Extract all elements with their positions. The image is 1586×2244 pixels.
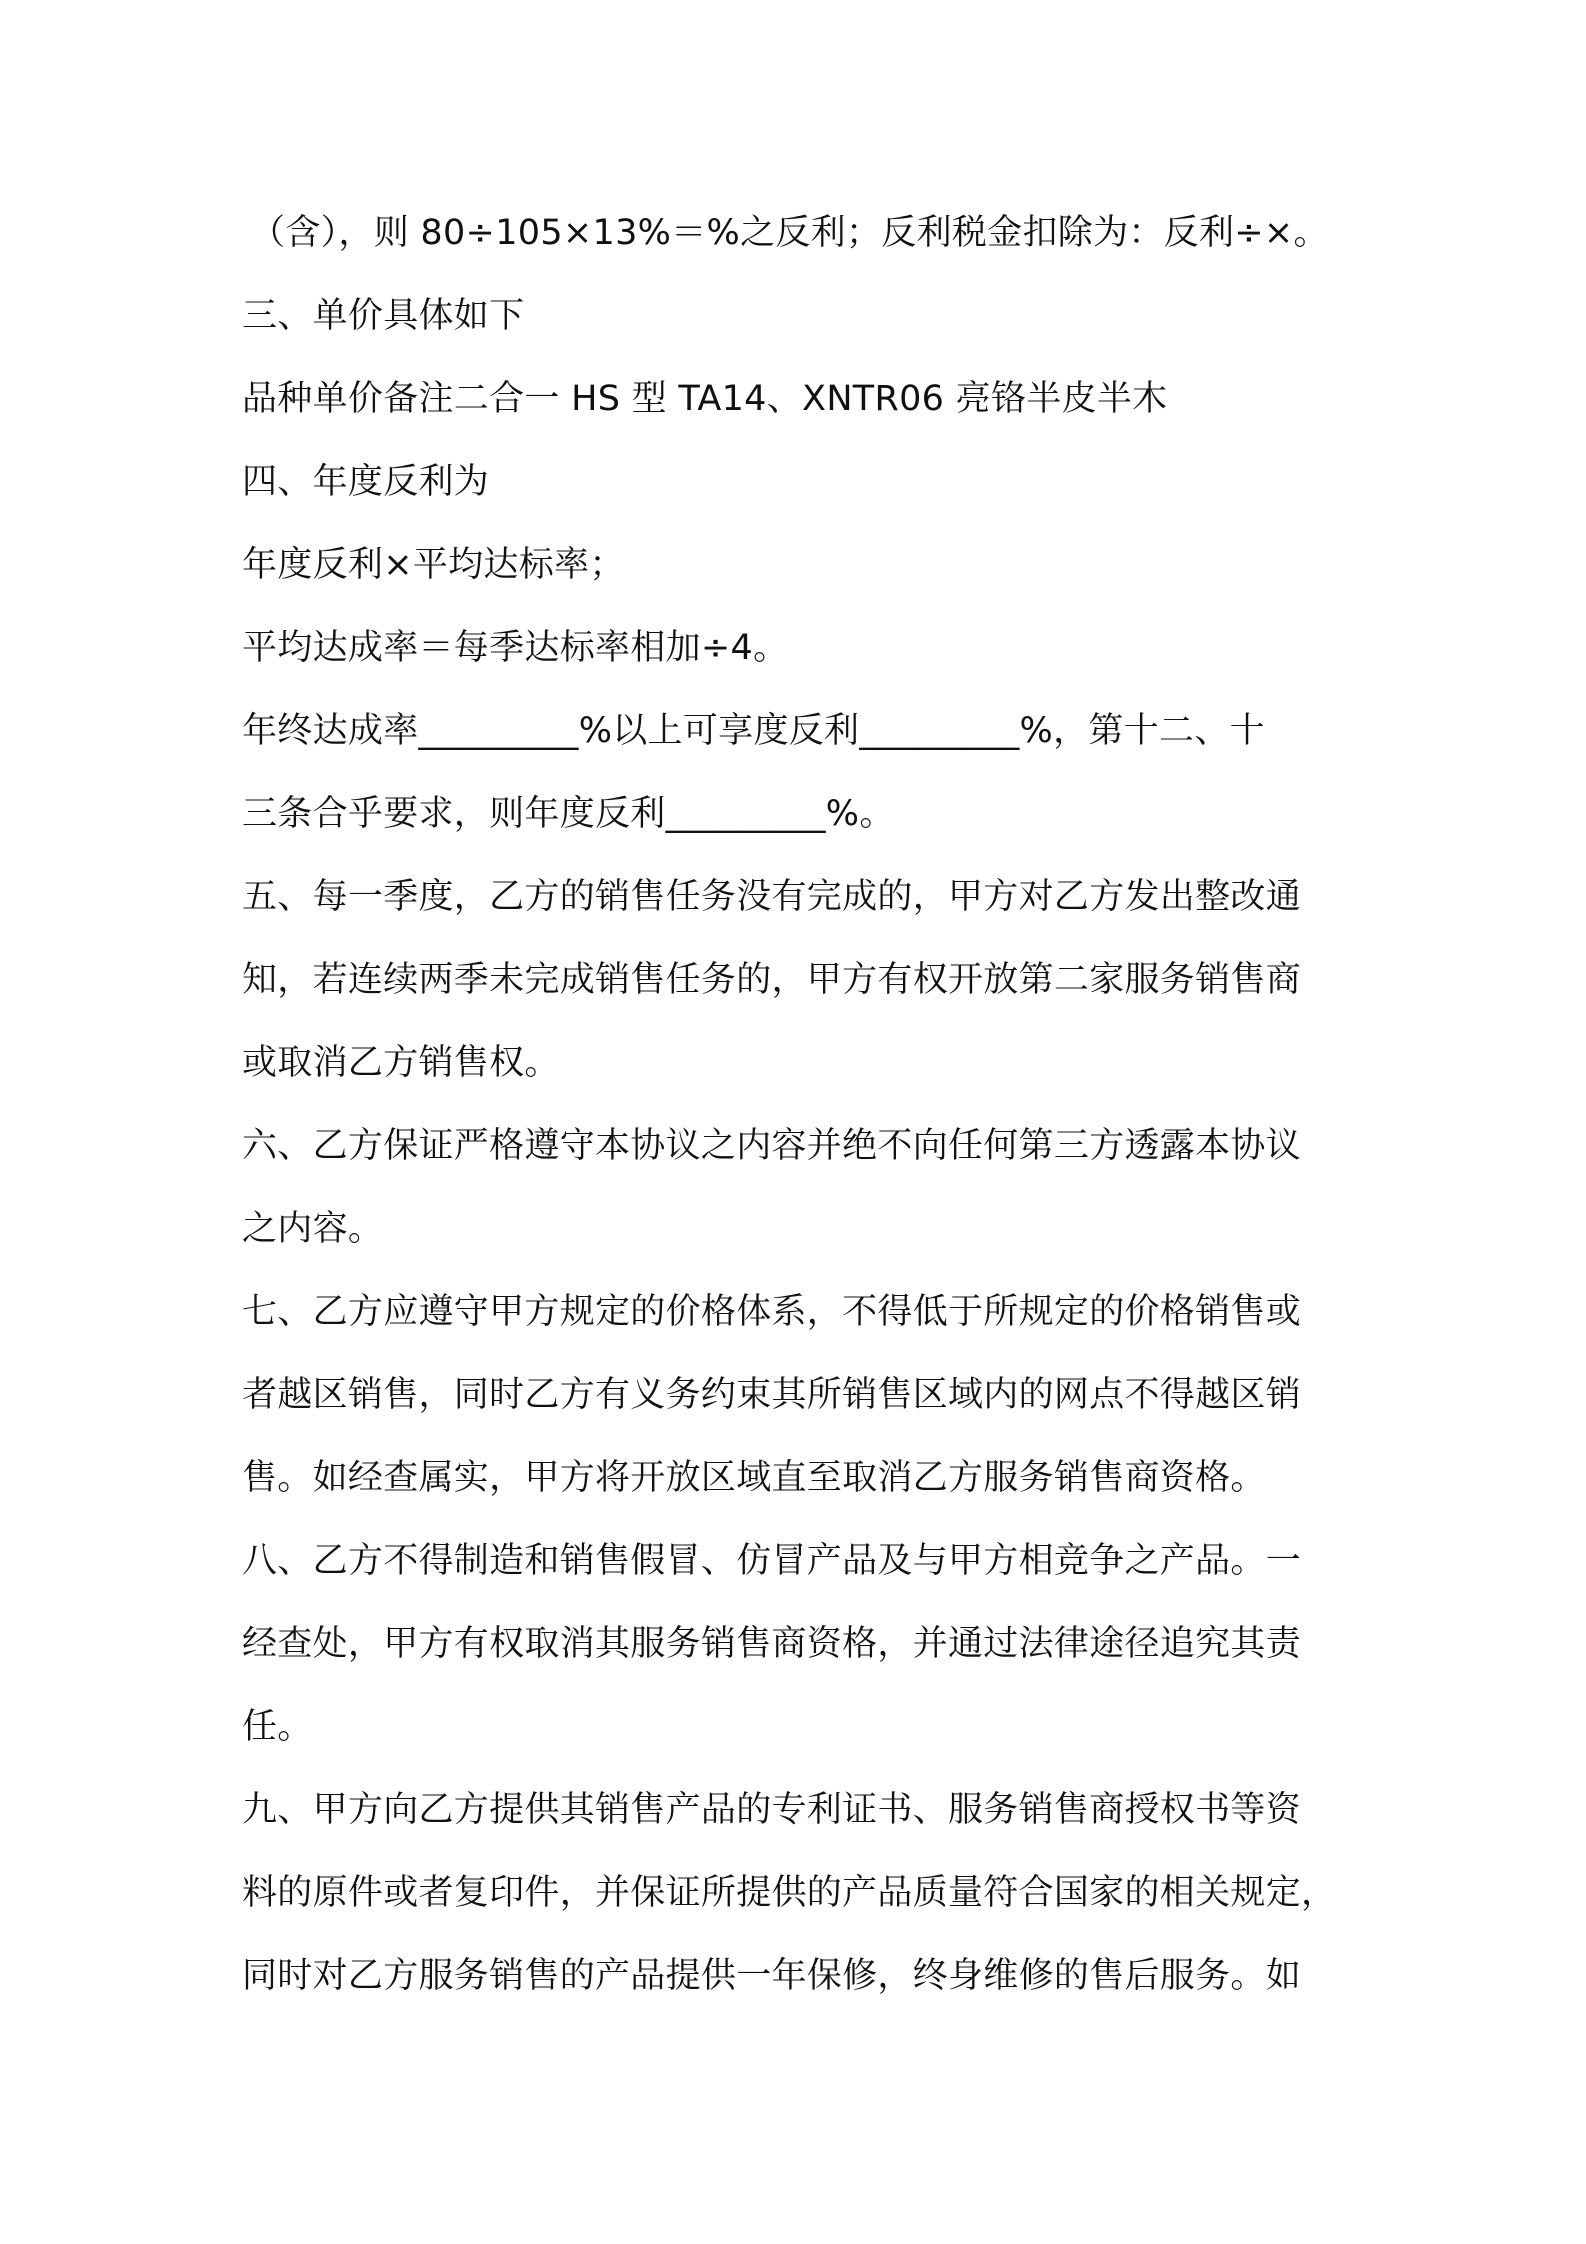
text-line: 任。 xyxy=(242,1707,313,1747)
text-line: 知，若连续两季未完成销售任务的，甲方有权开放第二家服务销售商 xyxy=(242,960,1302,1000)
text-line: 年终达成率_________%以上可享度反利_________%，第十二、十 xyxy=(242,711,1265,751)
text-line: 者越区销售，同时乙方有义务约束其所销售区域内的网点不得越区销 xyxy=(242,1375,1302,1415)
text-line: 平均达成率＝每季达标率相加÷4。 xyxy=(242,628,789,668)
text-line: 六、乙方保证严格遵守本协议之内容并绝不向任何第三方透露本协议 xyxy=(242,1126,1302,1166)
text-line: 或取消乙方销售权。 xyxy=(242,1043,560,1083)
text-line: 品种单价备注二合一 HS 型 TA14、XNTR06 亮铬半皮半木 xyxy=(242,379,1168,419)
text-line: 三条合乎要求，则年度反利_________%。 xyxy=(242,794,895,834)
text-line: 七、乙方应遵守甲方规定的价格体系，不得低于所规定的价格销售或 xyxy=(242,1292,1302,1332)
text-line: 料的原件或者复印件，并保证所提供的产品质量符合国家的相关规定， xyxy=(242,1873,1337,1913)
text-line: 售。如经查属实，甲方将开放区域直至取消乙方服务销售商资格。 xyxy=(242,1458,1266,1498)
text-line: 经查处，甲方有权取消其服务销售商资格，并通过法律途径追究其责 xyxy=(242,1624,1302,1664)
text-line: 之内容。 xyxy=(242,1209,384,1249)
text-line: 五、每一季度，乙方的销售任务没有完成的，甲方对乙方发出整改通 xyxy=(242,877,1302,917)
text-line: 八、乙方不得制造和销售假冒、仿冒产品及与甲方相竞争之产品。一 xyxy=(242,1541,1302,1581)
document-body xyxy=(242,192,1372,2018)
text-line: 同时对乙方服务销售的产品提供一年保修，终身维修的售后服务。如 xyxy=(242,1956,1302,1996)
text-line: （含），则 80÷105×13%＝%之反利；反利税金扣除为：反利÷×。 xyxy=(250,213,1329,253)
text-line: 年度反利×平均达标率； xyxy=(242,545,625,585)
text-line: 九、甲方向乙方提供其销售产品的专利证书、服务销售商授权书等资 xyxy=(242,1790,1302,1830)
text-line: 三、单价具体如下 xyxy=(242,296,525,336)
text-line: 四、年度反利为 xyxy=(242,462,490,502)
